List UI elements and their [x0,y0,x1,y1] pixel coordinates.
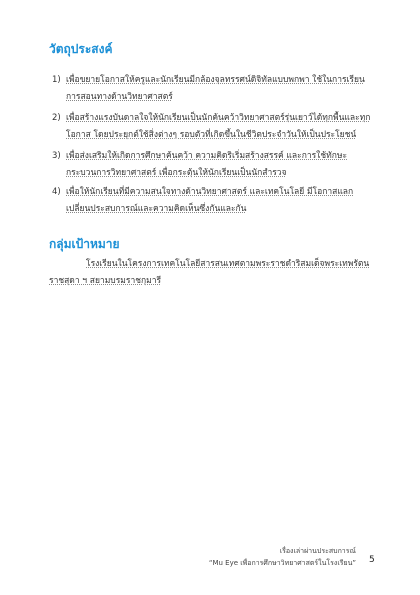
objective-text-line: เปลี่ยนประสบการณ์และความคิดเห็นซึ่งกันและกัน [66,204,247,214]
footer-title: เรื่องเล่าผ่านประสบการณ์ [279,547,356,555]
objectives-heading: วัตถุประสงค์ [49,42,113,56]
paragraph-line: ราชสุดา ฯ สยามบรมราชกุมารี [49,276,162,286]
objective-text-line: กระบวนการวิทยาศาสตร์ เพื่อกระตุ้นให้นักเรียนเป็นนักสำรวจ [66,168,287,178]
paragraph-line: โรงเรียนในโครงการเทคโนโลยีสารสนเทศตามพระราชดำริสมเด็จพระเทพรัตน [86,259,370,269]
objective-text-line: การสอนทางด้านวิทยาศาสตร์ [66,92,173,102]
objective-text-line: โอกาส โดยประยุกต์ใช้สิ่งต่างๆ รอบตัวที่เกิดขึ้นในชีวิตประจำวันให้เป็นประโยชน์ [66,130,357,140]
target-group-heading: กลุ่มเป้าหมาย [49,237,120,251]
objective-number: 4) [52,187,61,197]
objective-text-line: เพื่อขยายโอกาสให้ครูและนักเรียนมีกล้องจุลทรรศน์ดิจิทัลแบบพกพา ใช้ในการเรียน [66,75,365,85]
page-number: 5 [369,555,375,565]
objective-text-line: เพื่อส่งเสริมให้เกิดการศึกษาค้นคว้า ความคิดริเริ่มสร้างสรรค์ และการใช้ทักษะ [66,151,348,161]
objective-text-line: เพื่อสร้างแรงบันดาลใจให้นักเรียนเป็นนักค้นคว้าวิทยาศาสตร์รุ่นเยาว์ได้ทุกพื้นและทุก [66,113,371,123]
objective-number: 2) [52,113,61,123]
objective-text-line: เพื่อให้นักเรียนที่มีความสนใจทางด้านวิทยาศาสตร์ และเทคโนโลยี มีโอกาสแลก [66,187,354,197]
objective-number: 3) [52,151,61,161]
objective-number: 1) [52,75,61,85]
footer-subtitle: “Mu Eye เพื่อการศึกษาวิทยาศาสตร์ในโรงเรียน” [208,559,356,567]
